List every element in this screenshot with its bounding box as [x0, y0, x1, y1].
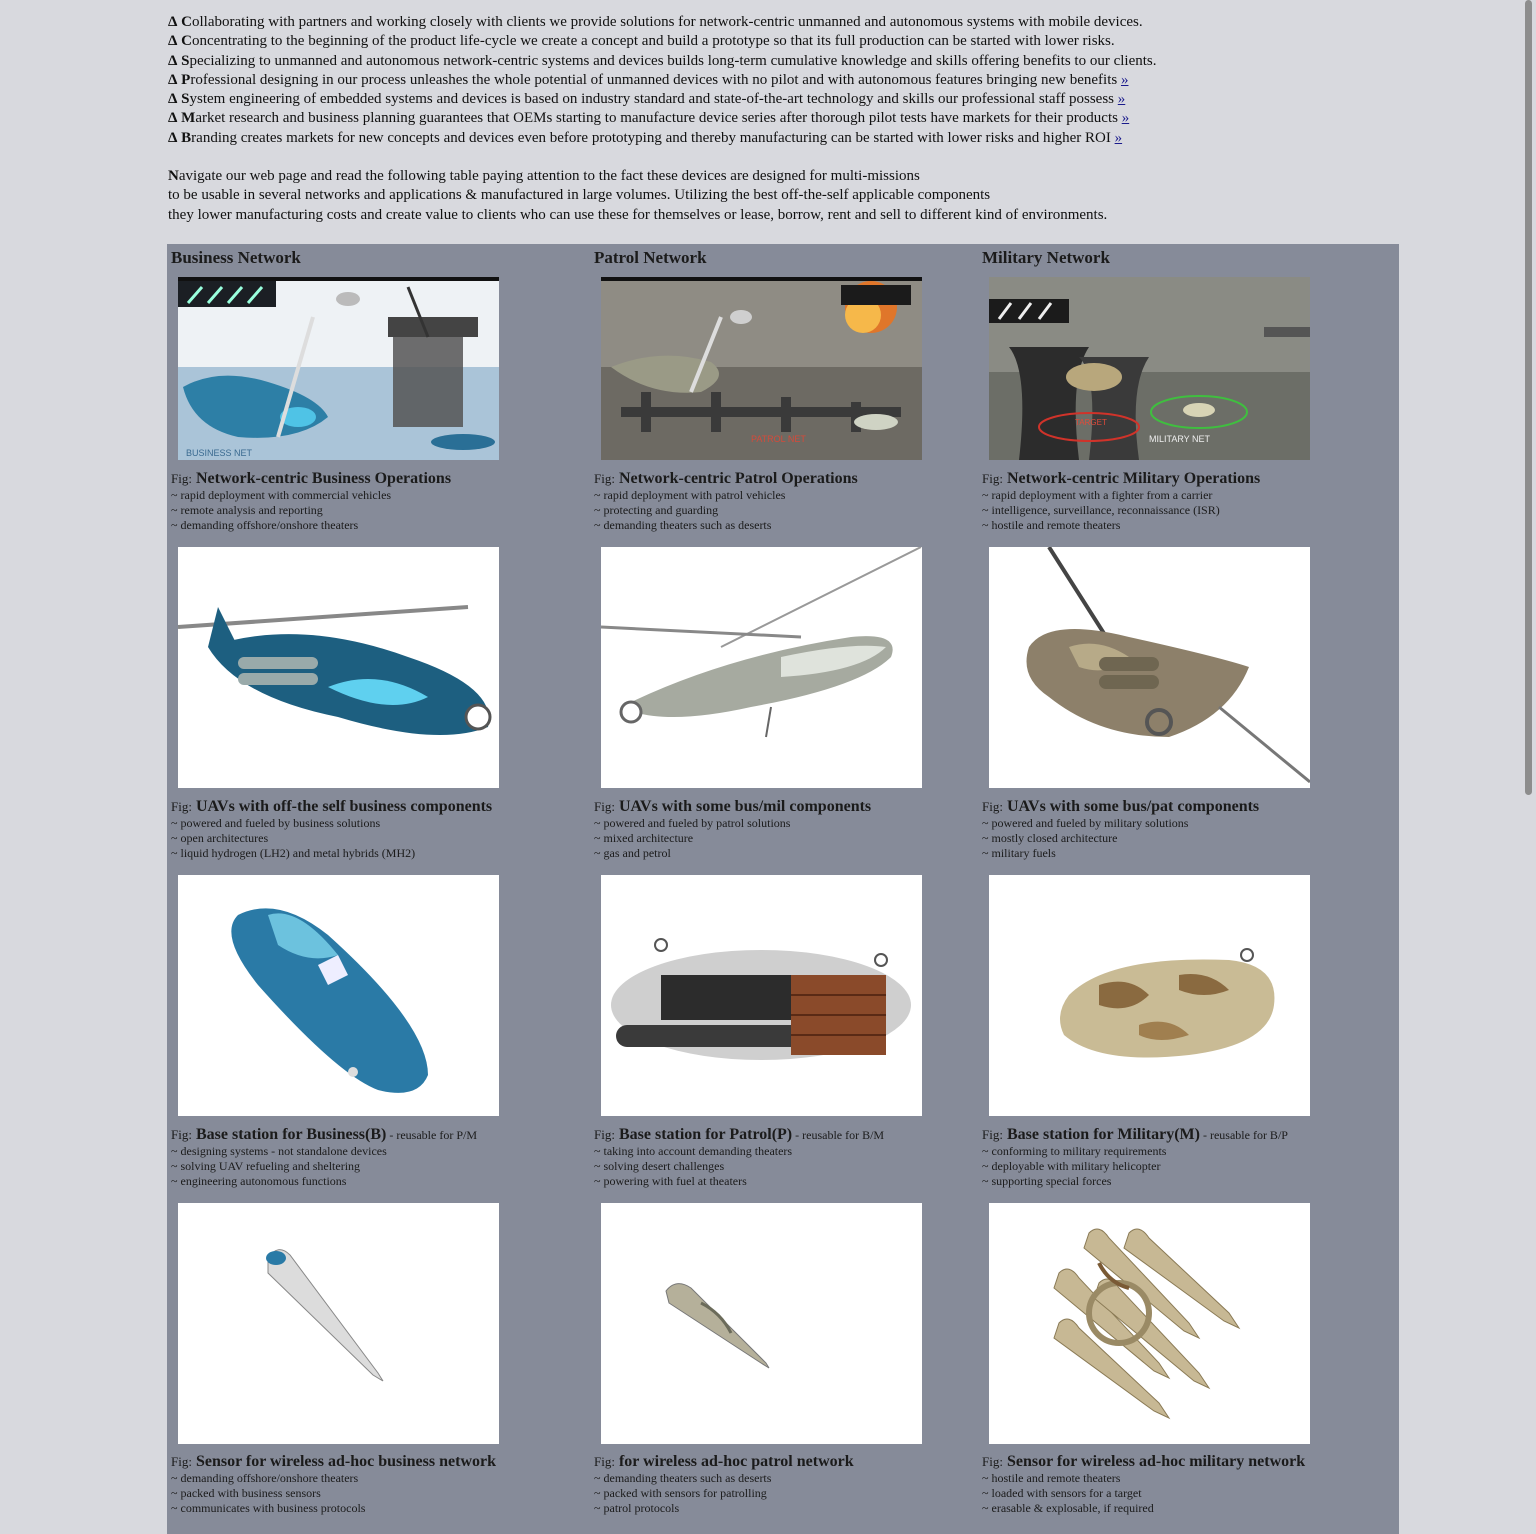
intro-line: Δ Market research and business planning guarantees that OEMs starting to manufacture device series after thorough pilot tests have markets for their products »: [168, 110, 1130, 127]
business-uav-image[interactable]: [178, 547, 499, 788]
caption-patrol-uav: Fig: UAVs with some bus/mil components ~ powered and fueled by patrol solutions ~ mixed architecture ~ gas and petrol: [594, 798, 872, 861]
caption-patrol-sensor: Fig: for wireless ad-hoc patrol network ~ demanding theaters such as deserts ~ packed with sensors for patrolling ~ patrol protocols: [594, 1453, 854, 1516]
column-heading-business: Business Network: [171, 248, 301, 267]
intro-line: Δ Collaborating with partners and working closely with clients we provide solutions for network-centric unmanned and autonomous systems with mobile devices.: [168, 14, 1143, 30]
business-sensor-image[interactable]: [178, 1203, 499, 1444]
caption-military-base-station: Fig: Base station for Military(M) - reusable for B/P ~ conforming to military requirements ~ deployable with military helicopter ~ supporting special forces: [982, 1126, 1288, 1189]
designing-more-link[interactable]: »: [1120, 71, 1129, 88]
business-base-station-image[interactable]: [178, 875, 499, 1116]
patrol-net-image-label: PATROL NET: [751, 434, 806, 444]
column-heading-military: Military Network: [982, 248, 1110, 267]
caption-business-base-station: Fig: Base station for Business(B) - reusable for P/M ~ designing systems - not standalone devices ~ solving UAV refueling and sheltering ~ engineering autonomous functions: [171, 1126, 478, 1189]
intro-line: Δ Concentrating to the beginning of the product life-cycle we create a concept and build a prototype so that its full production can be started with lower risks.: [168, 33, 1115, 50]
caption-military-operations: Fig: Network-centric Military Operations ~ rapid deployment with a fighter from a carrier ~ intelligence, surveillance, reconnaissance (ISR) ~ hostile and remote theaters: [982, 470, 1261, 533]
target-image-label: TARGET: [1075, 418, 1107, 427]
caption-business-operations: Fig: Network-centric Business Operations ~ rapid deployment with commercial vehicles ~ remote analysis and reporting ~ demanding offshore/onshore theaters: [171, 470, 452, 533]
caption-patrol-base-station: Fig: Base station for Patrol(P) - reusable for B/M ~ taking into account demanding theaters ~ solving desert challenges ~ powering with fuel at theaters: [594, 1126, 885, 1189]
branding-more-link[interactable]: »: [1114, 129, 1123, 146]
page-scrollbar[interactable]: [1525, 0, 1532, 795]
patrol-uav-image[interactable]: [601, 547, 922, 788]
caption-business-uav: Fig: UAVs with off-the self business components ~ powered and fueled by business solutions ~ open architectures ~ liquid hydrogen (LH2) and metal hybrids (MH2): [171, 798, 493, 861]
military-base-station-image[interactable]: [989, 875, 1310, 1116]
military-sensor-image[interactable]: [989, 1203, 1310, 1444]
business-network-scene-image[interactable]: [178, 277, 499, 460]
caption-business-sensor: Fig: Sensor for wireless ad-hoc business network ~ demanding offshore/onshore theaters ~ packed with business sensors ~ communicates with business protocols: [171, 1453, 496, 1516]
intro-line: Δ System engineering of embedded systems and devices is based on industry standard and state-of-the-art technology and skills our professional staff possess »: [168, 91, 1126, 108]
military-net-image-label: MILITARY NET: [1149, 434, 1211, 444]
caption-military-sensor: Fig: Sensor for wireless ad-hoc military network ~ hostile and remote theaters ~ loaded with sensors for a target ~ erasable & explosable, if required: [982, 1453, 1306, 1516]
network-table: [167, 244, 1399, 1534]
business-net-image-label: BUSINESS NET: [186, 448, 253, 458]
intro-line: Δ Branding creates markets for new concepts and devices even before prototyping and thereby manufacturing can be started with lower risks and higher ROI »: [168, 129, 1123, 146]
military-uav-image[interactable]: [989, 547, 1310, 788]
military-network-scene-image[interactable]: [989, 277, 1310, 460]
column-heading-patrol: Patrol Network: [594, 248, 707, 267]
intro-line: Δ Professional designing in our process unleashes the whole potential of unmanned devices with no pilot and with autonomous features bringing new benefits »: [168, 71, 1129, 88]
navigate-paragraph: Navigate our web page and read the following table paying attention to the fact these devices are designed for multi-missions to be usable in several networks and applications & manufactured in large volumes. Utilizing the best off-the-self applicable components they lower manufacturing costs and create value to clients who can use these for themselves or lease, borrow, rent and sell to different kind of environments.: [168, 168, 1108, 223]
caption-military-uav: Fig: UAVs with some bus/pat components ~ powered and fueled by military solutions ~ mostly closed architecture ~ military fuels: [982, 798, 1260, 861]
patrol-sensor-image[interactable]: [601, 1203, 922, 1444]
intro-list: [168, 13, 1468, 148]
caption-patrol-operations: Fig: Network-centric Patrol Operations ~ rapid deployment with patrol vehicles ~ protecting and guarding ~ demanding theaters such as deserts: [594, 470, 858, 533]
research-more-link[interactable]: »: [1121, 110, 1130, 127]
patrol-network-scene-image[interactable]: [601, 277, 922, 460]
intro-line: Δ Specializing to unmanned and autonomous network-centric systems and devices builds long-term cumulative knowledge and skills offering benefits to our clients.: [168, 52, 1157, 69]
engineering-more-link[interactable]: »: [1117, 91, 1126, 108]
patrol-base-station-image[interactable]: [601, 875, 922, 1116]
